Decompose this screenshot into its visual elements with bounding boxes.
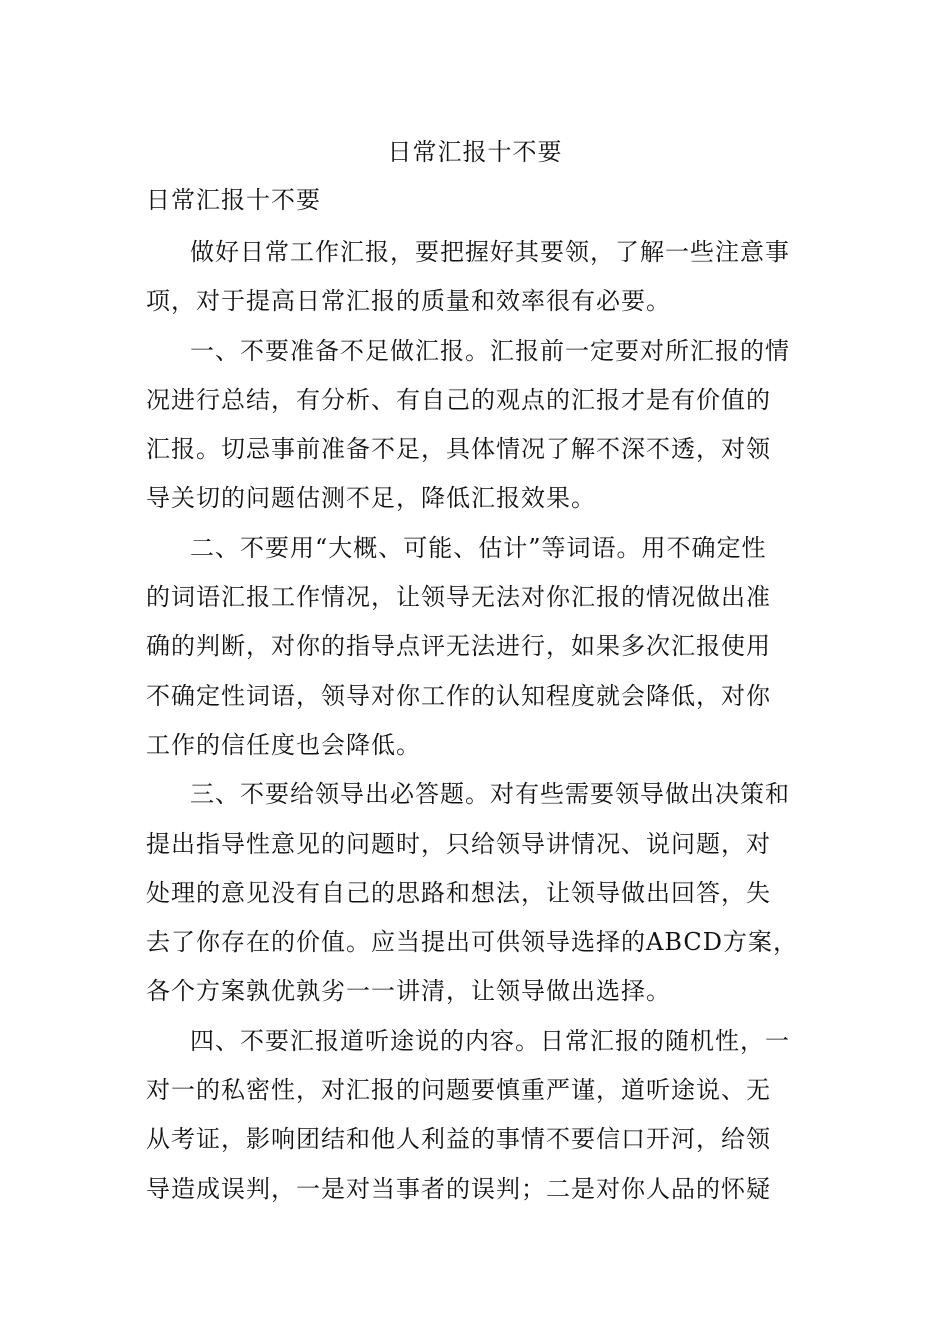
paragraph-rule-4 bbox=[146, 1017, 826, 1214]
text-line: 做好日常工作汇报，要把握好其要领，了解一些注意事 bbox=[190, 238, 790, 266]
text-line: 各个方案孰优孰劣一一讲清，让领导做出选择。 bbox=[146, 977, 671, 1006]
text-line: 导关切的问题估测不足，降低汇报效果。 bbox=[146, 484, 596, 513]
paragraph-rule-3 bbox=[146, 770, 826, 1016]
text-line: 一、不要准备不足做汇报。汇报前一定要对所汇报的情 bbox=[190, 336, 790, 365]
text-line: 四、不要汇报道听途说的内容。日常汇报的随机性，一 bbox=[190, 1026, 790, 1055]
text-line: 不确定性词语，领导对你工作的认知程度就会降低，对你 bbox=[146, 681, 771, 710]
text-line: 况进行总结，有分析、有自己的观点的汇报才是有价值的 bbox=[146, 385, 771, 414]
text-line: 的词语汇报工作情况，让领导无法对你汇报的情况做出准 bbox=[146, 583, 771, 612]
text-line: 导造成误判，一是对当事者的误判；二是对你人品的怀疑 bbox=[146, 1174, 771, 1203]
text-line: 对一的私密性，对汇报的问题要慎重严谨，道听途说、无 bbox=[146, 1076, 771, 1105]
text-line: 三、不要给领导出必答题。对有些需要领导做出决策和 bbox=[190, 780, 790, 809]
text-line: 汇报。切忌事前准备不足，具体情况了解不深不透，对领 bbox=[146, 435, 771, 464]
text-line: 确的判断，对你的指导点评无法进行，如果多次汇报使用 bbox=[146, 632, 771, 661]
text-line: 去了你存在的价值。应当提出可供领导选择的ABCD方案， bbox=[146, 928, 799, 957]
text-line: 处理的意见没有自己的思路和想法，让领导做出回答，失 bbox=[146, 878, 771, 907]
document-subtitle: 日常汇报十不要 bbox=[146, 186, 321, 214]
text-line: 工作的信任度也会降低。 bbox=[146, 730, 421, 759]
paragraph-intro bbox=[146, 228, 826, 327]
paragraph-rule-2 bbox=[146, 524, 826, 770]
text-line: 二、不要用“大概、可能、估计”等词语。用不确定性 bbox=[190, 533, 767, 562]
text-line: 提出指导性意见的问题时，只给领导讲情况、说问题，对 bbox=[146, 829, 771, 858]
document-title: 日常汇报十不要 bbox=[387, 138, 563, 166]
document-body bbox=[146, 228, 826, 1214]
paragraph-rule-1 bbox=[146, 327, 826, 524]
text-line: 项，对于提高日常汇报的质量和效率很有必要。 bbox=[146, 287, 671, 316]
text-line: 从考证，影响团结和他人利益的事情不要信口开河，给领 bbox=[146, 1125, 771, 1154]
